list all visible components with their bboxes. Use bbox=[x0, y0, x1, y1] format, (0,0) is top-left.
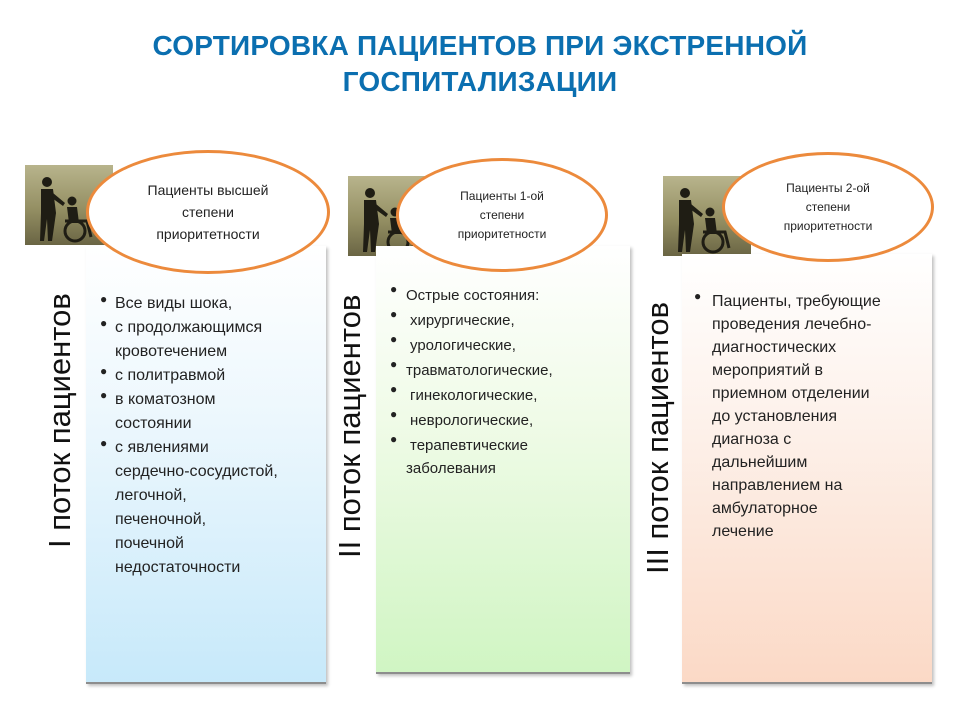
item-line: почечной bbox=[115, 535, 184, 552]
bullet-dot-icon: ● bbox=[390, 332, 398, 346]
item-line: лечение bbox=[712, 523, 774, 540]
bullet-dot-icon: ● bbox=[100, 292, 108, 306]
slide-title-line-1: СОРТИРОВКА ПАЦИЕНТОВ ПРИ ЭКСТРЕННОЙ bbox=[152, 30, 808, 61]
priority-line: степени bbox=[479, 207, 525, 222]
bullet-dot-icon: ● bbox=[390, 407, 398, 421]
item-line: диагноза с bbox=[712, 431, 792, 448]
list-item bbox=[100, 316, 324, 364]
item-line: Пациенты, требующие bbox=[712, 293, 881, 310]
bullet-dot-icon: ● bbox=[390, 382, 398, 396]
item-line: кровотечением bbox=[115, 343, 228, 360]
bullet-dot-icon: ● bbox=[390, 357, 398, 371]
flow-label-3: III поток пациентов bbox=[640, 301, 675, 574]
item-line: легочной, bbox=[115, 487, 187, 504]
slide-title-line-2: ГОСПИТАЛИЗАЦИИ bbox=[342, 66, 618, 97]
list-item bbox=[100, 436, 324, 580]
item-line: приемном отделении bbox=[712, 385, 870, 402]
item-line: хирургические, bbox=[410, 312, 515, 329]
item-line: направлением на bbox=[712, 477, 843, 494]
item-line: проведения лечебно- bbox=[712, 316, 872, 333]
criteria-list-3 bbox=[694, 290, 926, 543]
priority-line: приоритетности bbox=[156, 226, 260, 242]
item-line: сердечно-сосудистой, bbox=[115, 463, 278, 480]
bullet-dot-icon: ● bbox=[100, 436, 108, 450]
priority-ellipse-2 bbox=[396, 158, 608, 272]
priority-ellipse-1 bbox=[86, 150, 330, 274]
flow-label-2: II поток пациентов bbox=[332, 294, 367, 558]
item-line: с продолжающимся bbox=[115, 319, 263, 336]
priority-line: приоритетности bbox=[783, 218, 873, 233]
priority-line: Пациенты высшей bbox=[147, 182, 269, 198]
list-item bbox=[390, 384, 626, 407]
criteria-list-1 bbox=[100, 292, 324, 580]
priority-ellipse-3 bbox=[722, 152, 934, 262]
list-item bbox=[100, 292, 324, 316]
bullet-dot-icon: ● bbox=[100, 388, 108, 402]
item-line: мероприятий в bbox=[712, 362, 824, 379]
list-item bbox=[100, 388, 324, 436]
item-line: состоянии bbox=[115, 415, 192, 432]
list-item bbox=[390, 309, 626, 332]
item-line: неврологические, bbox=[410, 412, 534, 429]
list-item bbox=[390, 434, 626, 480]
slide-title bbox=[60, 28, 900, 100]
item-line: дальнейшим bbox=[712, 454, 808, 471]
list-item bbox=[694, 290, 926, 543]
item-line: гинекологические, bbox=[410, 387, 538, 404]
list-item bbox=[390, 284, 626, 307]
item-line: терапевтические bbox=[410, 437, 529, 454]
item-line: травматологические, bbox=[406, 362, 553, 379]
item-line: Все виды шока, bbox=[115, 295, 233, 312]
criteria-list-2 bbox=[390, 284, 626, 480]
item-line: с политравмой bbox=[115, 367, 226, 384]
bullet-dot-icon: ● bbox=[390, 432, 398, 446]
list-item bbox=[100, 364, 324, 388]
bullet-dot-icon: ● bbox=[694, 289, 702, 303]
priority-line: Пациенты 2-ой bbox=[786, 180, 870, 195]
priority-line: степени bbox=[805, 199, 851, 214]
priority-line: степени bbox=[182, 204, 234, 220]
item-line: диагностических bbox=[712, 339, 837, 356]
bullet-dot-icon: ● bbox=[100, 316, 108, 330]
item-line: в коматозном bbox=[115, 391, 216, 408]
item-line: заболевания bbox=[406, 460, 496, 477]
list-item bbox=[390, 334, 626, 357]
bullet-dot-icon: ● bbox=[390, 282, 398, 296]
item-line: с явлениями bbox=[115, 439, 209, 456]
item-line: недостаточности bbox=[115, 559, 241, 576]
list-item bbox=[390, 359, 626, 382]
item-line: Острые состояния: bbox=[406, 287, 540, 304]
bullet-dot-icon: ● bbox=[100, 364, 108, 378]
item-line: амбулаторное bbox=[712, 500, 818, 517]
flow-label-1: I поток пациентов bbox=[42, 293, 77, 548]
item-line: урологические, bbox=[410, 337, 516, 354]
priority-line: приоритетности bbox=[457, 226, 547, 241]
item-line: до установления bbox=[712, 408, 838, 425]
list-item bbox=[390, 409, 626, 432]
bullet-dot-icon: ● bbox=[390, 307, 398, 321]
item-line: печеночной, bbox=[115, 511, 207, 528]
priority-line: Пациенты 1-ой bbox=[460, 188, 544, 203]
